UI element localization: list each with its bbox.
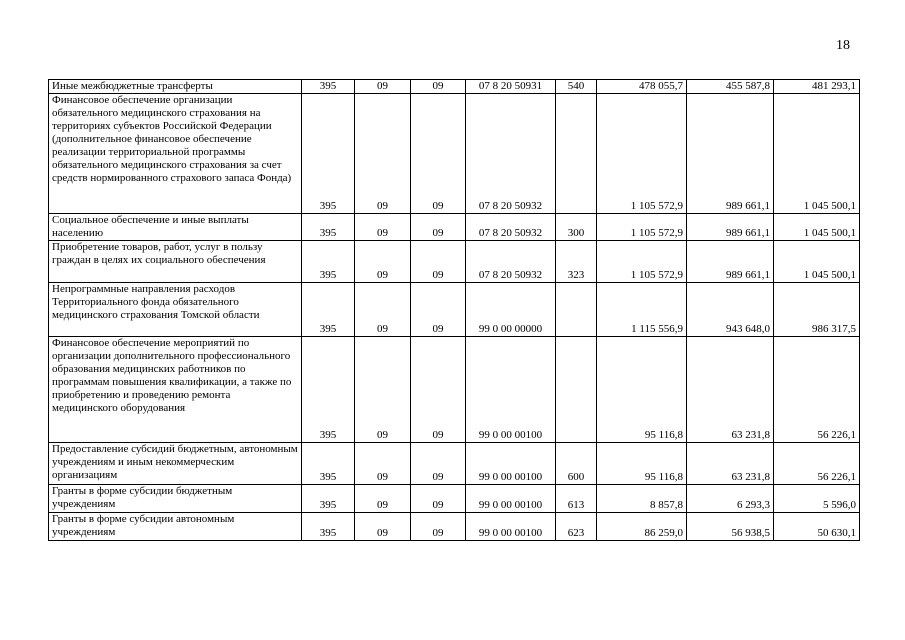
amount-year2-cell: 989 661,1	[687, 94, 774, 214]
amount-year2-cell: 455 587,8	[687, 80, 774, 94]
amount-year3-cell: 5 596,0	[774, 485, 860, 513]
amount-year2-cell: 989 661,1	[687, 214, 774, 241]
amount-year3-cell: 56 226,1	[774, 443, 860, 485]
subsection-code-cell: 09	[411, 443, 466, 485]
amount-year2-cell: 989 661,1	[687, 241, 774, 283]
target-article-cell: 99 0 00 00100	[466, 485, 556, 513]
amount-year3-cell: 56 226,1	[774, 337, 860, 443]
table-row	[49, 94, 860, 214]
section-code-cell: 09	[355, 485, 411, 513]
amount-year2-cell: 943 648,0	[687, 283, 774, 337]
amount-year3-cell: 1 045 500,1	[774, 214, 860, 241]
admin-code-cell: 395	[302, 214, 355, 241]
expense-type-cell	[556, 337, 597, 443]
table-row	[49, 443, 860, 485]
expense-type-cell: 323	[556, 241, 597, 283]
subsection-code-cell: 09	[411, 485, 466, 513]
amount-year3-cell: 1 045 500,1	[774, 241, 860, 283]
page-number: 18	[836, 38, 850, 53]
amount-year1-cell: 8 857,8	[597, 485, 687, 513]
row-name-cell: Социальное обеспечение и иные выплаты населению	[49, 214, 302, 241]
admin-code-cell: 395	[302, 80, 355, 94]
row-name-cell: Финансовое обеспечение организации обязательного медицинского страхования на территориях субъектов Российской Федерации (дополнительное финансовое обеспечение реализации территориальной программы обязательного медицинского страхования за счет средств нормированного страхового запаса Фонда)	[49, 94, 302, 214]
table-row	[49, 80, 860, 94]
target-article-cell: 07 8 20 50932	[466, 214, 556, 241]
admin-code-cell: 395	[302, 513, 355, 541]
amount-year3-cell: 986 317,5	[774, 283, 860, 337]
amount-year1-cell: 1 105 572,9	[597, 94, 687, 214]
amount-year1-cell: 1 105 572,9	[597, 214, 687, 241]
subsection-code-cell: 09	[411, 94, 466, 214]
amount-year1-cell: 95 116,8	[597, 337, 687, 443]
expense-type-cell	[556, 283, 597, 337]
expense-type-cell: 600	[556, 443, 597, 485]
table-row	[49, 241, 860, 283]
expense-type-cell: 300	[556, 214, 597, 241]
budget-table	[48, 79, 860, 541]
row-name-cell: Непрограммные направления расходов Территориального фонда обязательного медицинского страхования Томской области	[49, 283, 302, 337]
subsection-code-cell: 09	[411, 80, 466, 94]
amount-year1-cell: 95 116,8	[597, 443, 687, 485]
admin-code-cell: 395	[302, 241, 355, 283]
section-code-cell: 09	[355, 283, 411, 337]
section-code-cell: 09	[355, 80, 411, 94]
admin-code-cell: 395	[302, 337, 355, 443]
amount-year1-cell: 1 105 572,9	[597, 241, 687, 283]
amount-year1-cell: 478 055,7	[597, 80, 687, 94]
amount-year1-cell: 1 115 556,9	[597, 283, 687, 337]
table-row	[49, 283, 860, 337]
expense-type-cell: 623	[556, 513, 597, 541]
admin-code-cell: 395	[302, 283, 355, 337]
table-row	[49, 513, 860, 541]
subsection-code-cell: 09	[411, 513, 466, 541]
amount-year2-cell: 6 293,3	[687, 485, 774, 513]
amount-year2-cell: 63 231,8	[687, 443, 774, 485]
target-article-cell: 99 0 00 00000	[466, 283, 556, 337]
row-name-cell: Предоставление субсидий бюджетным, автономным учреждениям и иным некоммерческим организациям	[49, 443, 302, 485]
subsection-code-cell: 09	[411, 337, 466, 443]
section-code-cell: 09	[355, 513, 411, 541]
row-name-cell: Финансовое обеспечение мероприятий по организации дополнительного профессионального образования медицинских работников по программам повышения квалификации, а также по приобретению и проведению ремонта медицинского оборудования	[49, 337, 302, 443]
amount-year3-cell: 50 630,1	[774, 513, 860, 541]
row-name-cell: Гранты в форме субсидии автономным учреждениям	[49, 513, 302, 541]
table-row	[49, 214, 860, 241]
subsection-code-cell: 09	[411, 283, 466, 337]
target-article-cell: 07 8 20 50931	[466, 80, 556, 94]
section-code-cell: 09	[355, 337, 411, 443]
target-article-cell: 99 0 00 00100	[466, 443, 556, 485]
section-code-cell: 09	[355, 214, 411, 241]
expense-type-cell: 613	[556, 485, 597, 513]
target-article-cell: 99 0 00 00100	[466, 513, 556, 541]
subsection-code-cell: 09	[411, 214, 466, 241]
admin-code-cell: 395	[302, 443, 355, 485]
amount-year2-cell: 56 938,5	[687, 513, 774, 541]
target-article-cell: 07 8 20 50932	[466, 94, 556, 214]
section-code-cell: 09	[355, 94, 411, 214]
section-code-cell: 09	[355, 443, 411, 485]
section-code-cell: 09	[355, 241, 411, 283]
expense-type-cell	[556, 94, 597, 214]
amount-year3-cell: 1 045 500,1	[774, 94, 860, 214]
amount-year3-cell: 481 293,1	[774, 80, 860, 94]
target-article-cell: 99 0 00 00100	[466, 337, 556, 443]
admin-code-cell: 395	[302, 94, 355, 214]
amount-year2-cell: 63 231,8	[687, 337, 774, 443]
target-article-cell: 07 8 20 50932	[466, 241, 556, 283]
admin-code-cell: 395	[302, 485, 355, 513]
table-row	[49, 337, 860, 443]
expense-type-cell: 540	[556, 80, 597, 94]
row-name-cell: Иные межбюджетные трансферты	[49, 80, 302, 94]
subsection-code-cell: 09	[411, 241, 466, 283]
row-name-cell: Гранты в форме субсидии бюджетным учреждениям	[49, 485, 302, 513]
amount-year1-cell: 86 259,0	[597, 513, 687, 541]
row-name-cell: Приобретение товаров, работ, услуг в пользу граждан в целях их социального обеспечения	[49, 241, 302, 283]
table-row	[49, 485, 860, 513]
